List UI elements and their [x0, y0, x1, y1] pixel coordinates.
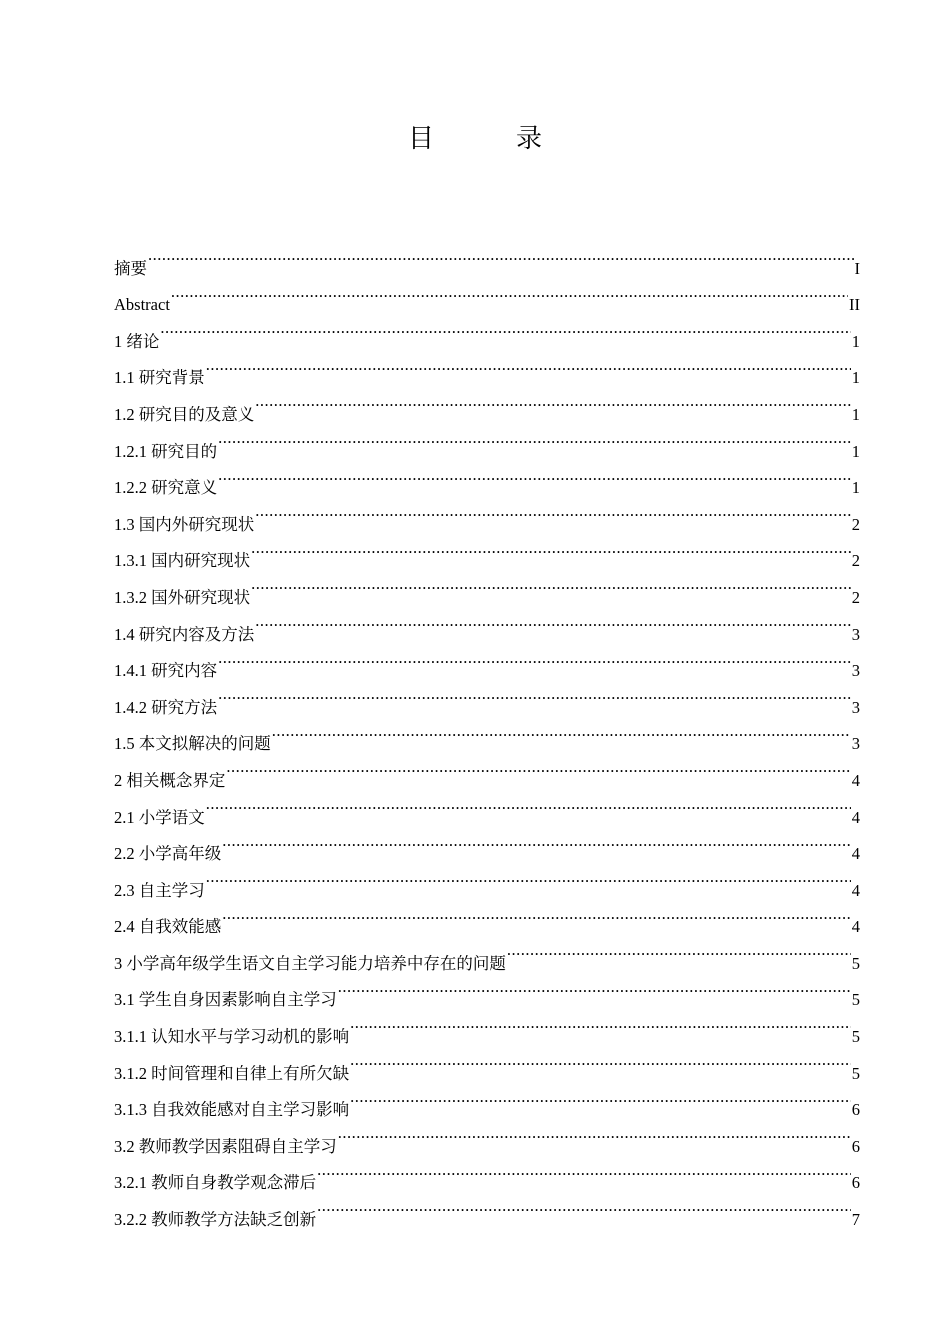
toc-entry-page-number: 2 — [851, 514, 860, 534]
toc-entry-page-number: 6 — [851, 1100, 860, 1120]
toc-entry-label: 1 绪论 — [114, 331, 160, 351]
toc-dot-leader — [222, 823, 851, 860]
toc-entry-page-number: 1 — [851, 368, 860, 388]
toc-entry[interactable] — [114, 237, 860, 278]
toc-entry-label: 1.3.2 国外研究现状 — [114, 587, 251, 607]
toc-entry-page-number: 4 — [851, 880, 860, 900]
toc-entry-page-number: 3 — [851, 734, 860, 754]
toc-entry-page-number: 6 — [851, 1136, 860, 1156]
toc-dot-leader — [350, 1005, 851, 1042]
toc-entry[interactable] — [114, 932, 860, 973]
toc-dot-leader — [507, 932, 851, 969]
toc-entry[interactable] — [114, 823, 860, 864]
toc-entry-page-number: 5 — [851, 990, 860, 1010]
toc-entry[interactable] — [114, 274, 860, 315]
toc-entry-page-number: 2 — [851, 587, 860, 607]
toc-entry-label: 1.4 研究内容及方法 — [114, 624, 255, 644]
toc-dot-leader — [251, 530, 851, 567]
toc-entry-label: 3.1.1 认知水平与学习动机的影响 — [114, 1027, 350, 1047]
toc-entry-page-number: 3 — [851, 697, 860, 717]
toc-entry-label: 1.5 本文拟解决的问题 — [114, 734, 271, 754]
toc-dot-leader — [222, 896, 851, 933]
toc-entry[interactable] — [114, 896, 860, 937]
toc-dot-leader — [338, 1115, 851, 1152]
toc-entry-label: 1.2.2 研究意义 — [114, 478, 218, 498]
toc-entry[interactable] — [114, 640, 860, 681]
toc-entry-label: Abstract — [114, 295, 170, 315]
toc-entry-label: 2.1 小学语文 — [114, 807, 205, 827]
toc-entry-label: 3 小学高年级学生语文自主学习能力培养中存在的问题 — [114, 953, 506, 973]
toc-dot-leader — [218, 457, 851, 494]
toc-entry-label: 1.4.1 研究内容 — [114, 661, 218, 681]
toc-entry-page-number: 1 — [851, 331, 860, 351]
toc-entry-label: 3.1 学生自身因素影响自主学习 — [114, 990, 337, 1010]
toc-entry[interactable] — [114, 347, 860, 388]
toc-entry-page-number: 5 — [851, 953, 860, 973]
toc-entry[interactable] — [114, 786, 860, 827]
toc-entry-label: 1.2 研究目的及意义 — [114, 404, 255, 424]
toc-dot-leader — [350, 1079, 851, 1116]
toc-entry-label: 3.2 教师教学因素阻碍自主学习 — [114, 1136, 337, 1156]
toc-entry[interactable] — [114, 383, 860, 424]
toc-entry-label: 1.4.2 研究方法 — [114, 697, 218, 717]
table-of-contents — [114, 237, 860, 1230]
toc-dot-leader — [218, 640, 851, 677]
toc-entry-page-number: I — [854, 258, 860, 278]
toc-dot-leader — [350, 1042, 851, 1079]
toc-entry[interactable] — [114, 457, 860, 498]
toc-entry-label: 3.1.3 自我效能感对自主学习影响 — [114, 1100, 350, 1120]
toc-entry-label: 1.3.1 国内研究现状 — [114, 551, 251, 571]
toc-entry-label: 2.4 自我效能感 — [114, 917, 222, 937]
toc-dot-leader — [251, 566, 851, 603]
toc-entry[interactable] — [114, 420, 860, 461]
toc-dot-leader — [171, 274, 848, 311]
toc-entry-page-number: 1 — [851, 441, 860, 461]
toc-entry-page-number: 2 — [851, 551, 860, 571]
toc-entry-label: 3.2.1 教师自身教学观念滞后 — [114, 1173, 317, 1193]
toc-entry[interactable] — [114, 713, 860, 754]
toc-dot-leader — [218, 676, 851, 713]
toc-entry-label: 1.3 国内外研究现状 — [114, 514, 255, 534]
toc-entry-label: 3.2.2 教师教学方法缺乏创新 — [114, 1210, 317, 1230]
page-title: 目 录 — [407, 124, 570, 154]
toc-dot-leader — [206, 786, 851, 823]
toc-entry-label: 2.3 自主学习 — [114, 880, 205, 900]
toc-dot-leader — [338, 969, 851, 1006]
toc-entry-label: 摘要 — [114, 258, 147, 278]
toc-entry[interactable] — [114, 676, 860, 717]
toc-entry-page-number: 4 — [851, 807, 860, 827]
toc-entry-page-number: 3 — [851, 661, 860, 681]
toc-entry-label: 2.2 小学高年级 — [114, 844, 222, 864]
toc-entry-page-number: 1 — [851, 404, 860, 424]
toc-entry-page-number: II — [849, 295, 860, 315]
toc-entry-page-number: 4 — [851, 917, 860, 937]
toc-dot-leader — [317, 1152, 851, 1189]
toc-dot-leader — [255, 493, 851, 530]
toc-entry-label: 1.1 研究背景 — [114, 368, 205, 388]
toc-entry-label: 1.2.1 研究目的 — [114, 441, 218, 461]
toc-dot-leader — [148, 237, 854, 274]
toc-entry[interactable] — [114, 310, 860, 351]
toc-entry[interactable] — [114, 859, 860, 900]
toc-dot-leader — [255, 603, 851, 640]
toc-dot-leader — [272, 713, 851, 750]
toc-entry-page-number: 5 — [851, 1027, 860, 1047]
toc-dot-leader — [226, 749, 850, 786]
toc-dot-leader — [160, 310, 850, 347]
toc-entry-page-number: 4 — [851, 844, 860, 864]
toc-dot-leader — [206, 859, 851, 896]
toc-dot-leader — [206, 347, 851, 384]
toc-dot-leader — [317, 1188, 851, 1225]
toc-entry[interactable] — [114, 493, 860, 534]
toc-entry-label: 2 相关概念界定 — [114, 770, 226, 790]
toc-entry-page-number: 1 — [851, 478, 860, 498]
toc-entry-page-number: 7 — [851, 1210, 860, 1230]
toc-entry-page-number: 3 — [851, 624, 860, 644]
toc-entry-page-number: 5 — [851, 1063, 860, 1083]
toc-entry[interactable] — [114, 749, 860, 790]
toc-entry-page-number: 6 — [851, 1173, 860, 1193]
toc-entry-page-number: 4 — [851, 770, 860, 790]
toc-dot-leader — [218, 420, 851, 457]
toc-entry-label: 3.1.2 时间管理和自律上有所欠缺 — [114, 1063, 350, 1083]
toc-dot-leader — [255, 383, 851, 420]
